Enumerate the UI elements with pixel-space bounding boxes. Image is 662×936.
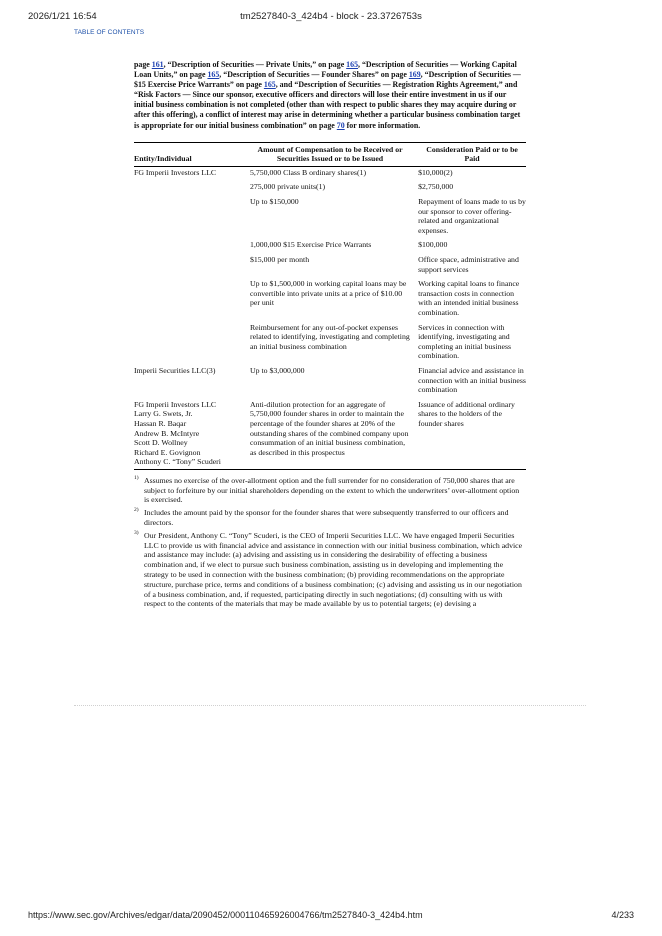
amount-cell: Anti-dilution protection for an aggregate of 5,750,000 founder shares in order to maintain the percentage of the founder shares at 20% of the outstanding shares of the combined company upon consummation of an initial business combination, as described in this prospectus [250, 399, 418, 470]
footnote [134, 476, 526, 505]
print-footer [28, 910, 634, 922]
entity-name: Andrew B. McIntyre [134, 428, 200, 438]
entity-name: FG Imperii Investors LLC [134, 399, 217, 409]
consideration-cell: Services in connection with identifying, investigating and completing an initial business combination. [418, 322, 512, 361]
entity-cell [134, 278, 250, 321]
page-link-165[interactable]: 165 [346, 60, 359, 69]
entity-name: Larry G. Swets, Jr. [134, 409, 193, 419]
amount-cell: Up to $3,000,000 [249, 365, 305, 375]
entity-cell: Imperii Securities LLC(3) [134, 365, 216, 375]
footnote [134, 508, 526, 528]
intro-text: , “Description of Securities — Working Capital Loan Units,” on page [134, 60, 517, 80]
page-link-70[interactable]: 70 [336, 120, 345, 130]
page-link-165[interactable]: 165 [207, 70, 220, 80]
print-page-number: 4/233 [611, 910, 634, 920]
consideration-cell: Repayment of loans made to us by our sponsor to cover offering-related and organizational expenses. [418, 197, 526, 235]
footnote-marker: 3) [134, 529, 139, 536]
print-document-title: tm2527840-3_424b4 - block - 23.3726753s [240, 11, 422, 22]
amount-cell: 1,000,000 $15 Exercise Price Warrants [249, 240, 372, 250]
amount-cell: Up to $150,000 [249, 197, 299, 207]
footnotes [134, 476, 526, 609]
page-divider [74, 705, 586, 706]
entity-cell [134, 196, 250, 239]
table-row [134, 239, 526, 254]
compensation-table [134, 142, 526, 470]
entity-name: Anthony C. “Tony” Scuderi [134, 457, 221, 467]
amount-cell: Reimbursement for any out-of-pocket expenses related to identifying, investigating and completing an initial business combination [249, 322, 410, 351]
entity-cell: FG Imperii Investors LLC [134, 167, 217, 177]
entity-cell [134, 322, 250, 365]
amount-cell: Up to $1,500,000 in working capital loans may be convertible into private units at a price of $10.00 per unit [249, 279, 407, 308]
consideration-cell: $100,000 [418, 240, 448, 250]
intro-paragraph [134, 60, 526, 131]
print-datetime: 2026/1/21 16:54 [28, 11, 97, 22]
table-row [134, 322, 526, 365]
amount-cell: $15,000 per month [249, 255, 310, 264]
footnote-text: Includes the amount paid by the sponsor for the founder shares that were subsequently transferred to our officers and directors. [144, 508, 509, 528]
footnote [134, 531, 526, 609]
table-body [134, 166, 526, 469]
entity-name: Scott D. Wollney [134, 438, 188, 448]
footnote-marker: 2) [134, 507, 139, 514]
table-row [134, 166, 526, 181]
entity-name: Richard E. Govignon [134, 447, 201, 457]
entity-cell [134, 181, 250, 196]
intro-text: , “Description of Securities — Founder Shares” on page [219, 70, 409, 80]
table-row [134, 278, 526, 321]
table-row [134, 399, 526, 470]
page-link-169[interactable]: 169 [408, 70, 421, 80]
table-row [134, 181, 526, 196]
intro-text: , and “Description of Securities — Registration Rights Agreement,” and “Risk Factors — Since our sponsor, executive officers and directors will lose their entire investment in us if our initial business combination is not completed (other than with respect to public shares they may acquire during or after this offering), a conflict of interest may arise in determining whether a particular business combination target is appropriate for our initial business combination” on page [134, 80, 521, 130]
consideration-cell: Issuance of additional ordinary shares to the holders of the founder shares [418, 399, 526, 470]
document-body [134, 60, 526, 612]
intro-text: , “Description of Securities — Private Units,” on page [163, 60, 347, 69]
table-row [134, 254, 526, 278]
consideration-cell: Financial advice and assistance in connection with an initial business combination [418, 365, 526, 395]
footnote-marker: 1) [134, 474, 139, 481]
table-row [134, 196, 526, 239]
page-link-161[interactable]: 161 [151, 60, 164, 69]
entity-cell [134, 254, 250, 278]
header-entity: Entity/Individual [134, 142, 250, 166]
intro-text: for more information. [344, 120, 421, 130]
footnote-text: Assumes no exercise of the over-allotment option and the full surrender for no consideration of 750,000 shares that are subject to forfeiture by our initial shareholders depending on the extent to which the underwriters’ over-allotment option is exercised. [144, 475, 520, 505]
entity-cell [134, 239, 250, 254]
footnote-text: Our President, Anthony C. “Tony” Scuderi, is the CEO of Imperii Securities LLC. We have engaged Imperii Securities LLC to provide us with financial advice and assistance in connection with our initial business combination, which advice and assistance may include: (a) advising and assisting us in considering the desirability of effecting a business combination and, if we elect to pursue such business combination, assisting us in developing and implementing the strategy to be used in connection with the business combination; (b) providing recommendations on the appropriate structure, purchase price, terms and conditions of a business combination; (c) advising and assisting us in our negotiation of a business combination, and, if requested, participating directly in such negotiations; (d) consulting with us with respect to the contents of the materials that may be made available by us to potential targets; (e) devising a [144, 530, 523, 609]
table-header-row [134, 142, 526, 166]
consideration-cell: $2,750,000 [418, 182, 454, 192]
header-amount: Amount of Compensation to be Received or Securities Issued or to be Issued [250, 142, 418, 166]
intro-text: page [134, 60, 152, 69]
entity-list-cell [134, 399, 250, 470]
amount-cell: 5,750,000 Class B ordinary shares(1) [249, 167, 367, 177]
print-header [28, 11, 634, 25]
amount-cell: 275,000 private units(1) [249, 182, 326, 192]
intro-text: , “Description of Securities — $15 Exercise Price Warrants” on page [134, 70, 521, 90]
consideration-cell: Office space, administrative and support services [418, 255, 519, 274]
page-link-165[interactable]: 165 [263, 80, 276, 90]
header-consideration: Consideration Paid or to be Paid [418, 142, 526, 166]
table-of-contents-link[interactable]: TABLE OF CONTENTS [74, 29, 145, 36]
consideration-cell: Working capital loans to finance transaction costs in connection with an intended initial business combination. [418, 279, 520, 317]
table-row [134, 365, 526, 399]
entity-name: Hassan R. Baqar [134, 418, 187, 428]
consideration-cell: $10,000(2) [418, 167, 453, 177]
print-url: https://www.sec.gov/Archives/edgar/data/2090452/000110465926004766/tm2527840-3_424b4.htm [28, 910, 423, 920]
